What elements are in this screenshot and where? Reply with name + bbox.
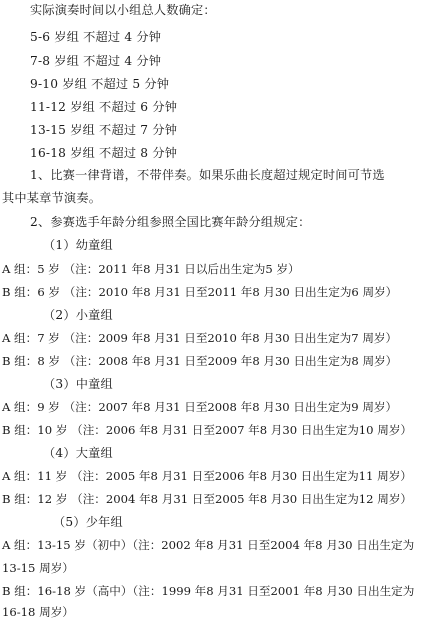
group-entry: B 组：6 岁 （注：2010 年8 月31 日至2011 年8 月30 日出生定为6 周岁） bbox=[2, 285, 398, 299]
rule-1-line-1: 1、比赛一律背谱，不带伴奏。如果乐曲长度超过规定时间可节选 bbox=[30, 168, 385, 182]
group-title: （4）大童组 bbox=[43, 446, 113, 460]
rule-2-line: 2、参赛选手年龄分组参照全国比赛年龄分组规定： bbox=[30, 215, 311, 229]
rule-1-line-2: 其中某章节演奏。 bbox=[2, 191, 102, 205]
group-entry: A 组：13-15 岁（初中）（注：2002 年8 月31 日至2004 年8 月30 日出生定为 bbox=[2, 538, 415, 552]
group-title: （1）幼童组 bbox=[43, 238, 113, 252]
group-entry: B 组：12 岁 （注：2004 年8 月31 日至2005 年8 月30 日出生定为12 周岁） bbox=[2, 492, 413, 506]
time-limit-line: 11-12 岁组 不超过 6 分钟 bbox=[30, 100, 178, 114]
group-entry: B 组：8 岁 （注：2008 年8 月31 日至2009 年8 月30 日出生定为8 周岁） bbox=[2, 354, 398, 368]
group-title: （3）中童组 bbox=[43, 377, 113, 391]
group-title: （2）小童组 bbox=[43, 308, 113, 322]
group-entry-continuation: 16-18 周岁） bbox=[2, 605, 74, 619]
group-entry-continuation: 13-15 周岁） bbox=[2, 561, 74, 575]
intro-line: 实际演奏时间以小组总人数确定： bbox=[30, 3, 216, 17]
group-entry: B 组：16-18 岁（高中）（注：1999 年8 月31 日至2001 年8 月30 日出生定为 bbox=[2, 584, 415, 598]
group-entry: A 组：5 岁 （注：2011 年8 月31 日以后出生定为5 岁） bbox=[2, 262, 300, 276]
time-limit-line: 7-8 岁组 不超过 4 分钟 bbox=[30, 54, 162, 68]
time-limit-line: 16-18 岁组 不超过 8 分钟 bbox=[30, 146, 178, 160]
time-limit-line: 13-15 岁组 不超过 7 分钟 bbox=[30, 123, 178, 137]
time-limit-line: 9-10 岁组 不超过 5 分钟 bbox=[30, 77, 170, 91]
time-limit-line: 5-6 岁组 不超过 4 分钟 bbox=[30, 30, 162, 44]
group-entry: A 组：11 岁 （注：2005 年8 月31 日至2006 年8 月30 日出生定为11 周岁） bbox=[2, 469, 412, 483]
group-entry: A 组：7 岁 （注：2009 年8 月31 日至2010 年8 月30 日出生定为7 周岁） bbox=[2, 331, 398, 345]
group-title: （5）少年组 bbox=[53, 515, 123, 529]
group-entry: B 组：10 岁 （注：2006 年8 月31 日至2007 年8 月30 日出生定为10 周岁） bbox=[2, 423, 413, 437]
group-entry: A 组：9 岁 （注：2007 年8 月31 日至2008 年8 月30 日出生定为9 周岁） bbox=[2, 400, 398, 414]
